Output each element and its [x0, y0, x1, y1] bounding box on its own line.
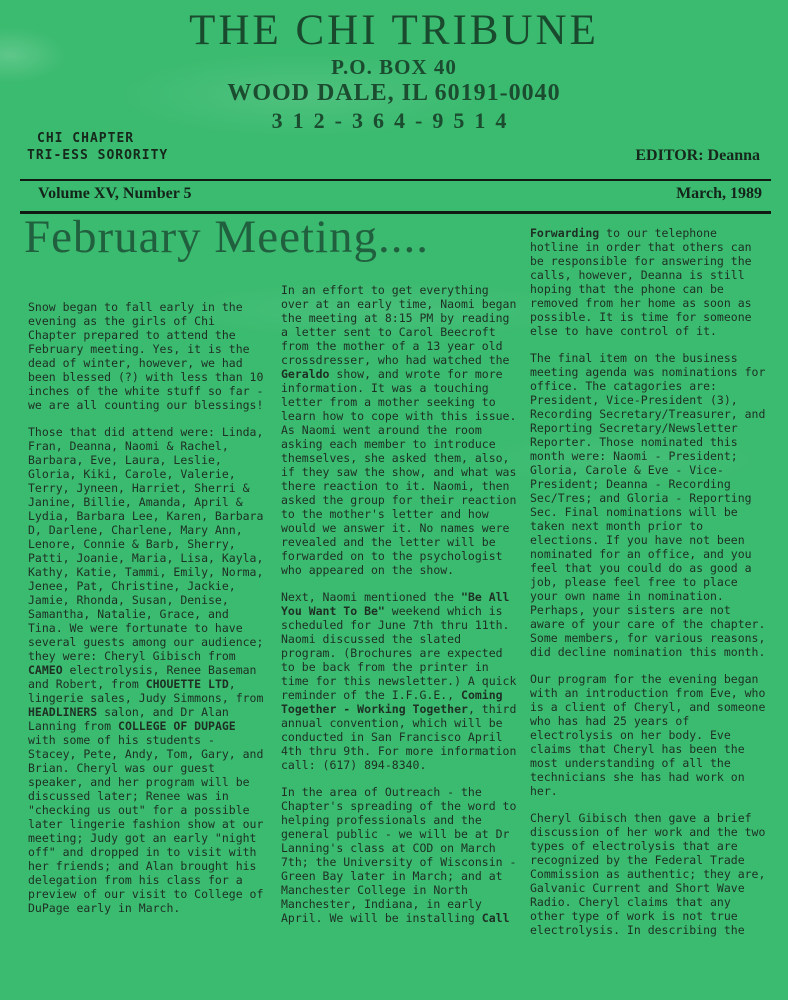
divider-top-rule: [20, 179, 771, 181]
paragraph: [530, 672, 772, 798]
body-text: Next, Naomi mentioned the: [281, 590, 462, 604]
body-text: , lingerie sales, Judy Simmons, from: [28, 677, 264, 705]
paragraph: [530, 811, 772, 937]
emphasized-text: Coming Together - Working Together: [281, 688, 503, 716]
body-text: , third annual convention, which will be conducted in San Francisco April 4th thru 9th. For more information call: (617) 894-8340.: [281, 702, 517, 772]
issue-date: March, 1989: [676, 185, 762, 202]
body-text: with some of his students - Stacey, Pete, Andy, Tom, Gary, and Brian. Cheryl was our guest speaker, and her program will be discussed later; Renee was in "checking us out" for a possible later lingerie fashion show at our meeting; Judy got an early "night off" and dropped in to visit with her friends; and Alan brought his delegation from his class for a preview of our visit to College of DuPage early in March.: [28, 733, 264, 915]
body-text: weekend which is scheduled for June 7th thru 11th. Naomi discussed the slated program. (Brochures are expected to be back from the printer in time for this newsletter.) A quick reminder of the I.F.G.E.,: [281, 604, 517, 702]
chapter-name: CHI CHAPTER: [37, 131, 135, 146]
column-1: [28, 300, 268, 928]
sorority-name: TRI-ESS SORORITY: [27, 147, 169, 163]
body-text: show, and wrote for more information. It was a touching letter from a mother seeking to learn how to cope with this issue. As Naomi went around the room asking each member to introduce themselves, she asked them, also, if they saw the show, and what was there reaction to it. Naomi, then asked the group for their reaction to the mother's letter and how would we answer it. No names were revealed and the letter will be forwarded on to the psychologist who appeared on the show.: [281, 367, 517, 577]
masthead: [0, 8, 788, 134]
body-text: In the area of Outreach - the Chapter's spreading of the word to helping professionals and the general public - we will be at Dr Lanning's class at COD on March 7th; the University of Wisconsin - Green Bay later in March; and at Manchester College in North Manchester, Indiana, in early April. We will be installing: [281, 785, 517, 925]
paragraph: [28, 300, 268, 412]
emphasized-text: Geraldo: [281, 367, 330, 381]
emphasized-text: CAMEO: [28, 663, 63, 677]
po-box-line: P.O. BOX 40: [331, 55, 457, 80]
column-3: [530, 226, 772, 950]
issue-bar: [38, 185, 762, 203]
chapter-block: [27, 131, 168, 165]
body-text: Our program for the evening began with an introduction from Eve, who is a client of Cheryl, and someone who has had 25 years of electrolysis on her body. Eve claims that Cheryl has been the most understanding of all the technicians she has had work on her.: [530, 672, 766, 798]
address-line: WOOD DALE, IL 60191-0040: [227, 80, 561, 107]
emphasized-text: COLLEGE OF DUPAGE: [118, 719, 236, 733]
emphasized-text: Forwarding: [530, 226, 600, 240]
body-text: The final item on the business meeting agenda was nominations for office. The catagories are: President, Vice-President (3), Recording Secretary/Treasurer, and Reporting Secretary/Newsletter Reporter. Those nominated this month were: Naomi - President; Gloria, Carole & Eve - Vice-President; Deanna - Recording Sec/Tres; and Gloria - Reporting Sec. Final nominations will be taken next month prior to elections. If you have not been nominated for an office, and you feel that you could do as good a job, please feel free to place your own name in nomination. Perhaps, your sisters are not aware of your care of the chapter. Some members, for various reasons, did decline nomination this month.: [530, 351, 766, 659]
body-text: to our telephone hotline in order that others can be responsible for answering the calls, however, Deanna is still hoping that the phone can be removed from her home as soon as possible. It is time for someone else to have control of it.: [530, 226, 752, 338]
paragraph: [28, 425, 268, 915]
article-headline: February Meeting....: [24, 211, 430, 263]
emphasized-text: HEADLINERS: [28, 705, 98, 719]
newsletter-title: THE CHI TRIBUNE: [189, 7, 599, 54]
emphasized-text: CHOUETTE LTD: [145, 677, 229, 691]
body-text: In an effort to get everything over at an early time, Naomi began the meeting at 8:15 PM by reading a letter sent to Carol Beecroft from the mother of a 13 year old crossdresser, who had watched the: [281, 283, 517, 367]
column-2: [281, 283, 521, 938]
volume-label: Volume XV, Number 5: [38, 185, 192, 202]
paragraph: [530, 226, 772, 338]
emphasized-text: Call: [481, 911, 510, 925]
body-text: Snow began to fall early in the evening as the girls of Chi Chapter prepared to attend the February meeting. Yes, it is the dead of winter, however, we had been blessed (?) with less than 10 inches of the white stuff so far - we are all counting our blessings!: [28, 300, 264, 412]
paragraph: [281, 785, 521, 925]
body-text: electrolysis, Renee Baseman and Robert, from: [28, 663, 257, 691]
editor-credit: EDITOR: Deanna: [635, 147, 760, 164]
phone-number: 312-364-9514: [271, 108, 517, 134]
paragraph: [530, 351, 772, 659]
paragraph: [281, 283, 521, 577]
body-text: Those that did attend were: Linda, Fran, Deanna, Naomi & Rachel, Barbara, Eve, Laura, Leslie, Gloria, Kiki, Carole, Valerie, Terry, Jyneen, Harriet, Sherri & Janine, Billie, Amanda, April & Lydia, Barbara Lee, Karen, Barbara D, Darlene, Charlene, Mary Ann, Lenore, Connie & Barb, Sherry, Patti, Joanie, Maria, Lisa, Kayla, Kathy, Katie, Tammi, Emily, Norma, Jenee, Pat, Christine, Jackie, Jamie, Rhonda, Susan, Denise, Samantha, Natalie, Grace, and Tina. We were fortunate to have several guests among our audience; they were: Cheryl Gibisch from: [28, 425, 264, 663]
body-text: Cheryl Gibisch then gave a brief discussion of her work and the two types of electrolysis that are recognized by the Federal Trade Commission as authentic; they are, Galvanic Current and Short Wave Radio. Cheryl claims that any other type of work is not true electrolysis. In describing the: [530, 811, 766, 937]
emphasized-text: "Be All You Want To Be": [281, 590, 510, 618]
body-text: salon, and Dr Alan Lanning from: [28, 705, 229, 733]
paragraph: [281, 590, 521, 772]
